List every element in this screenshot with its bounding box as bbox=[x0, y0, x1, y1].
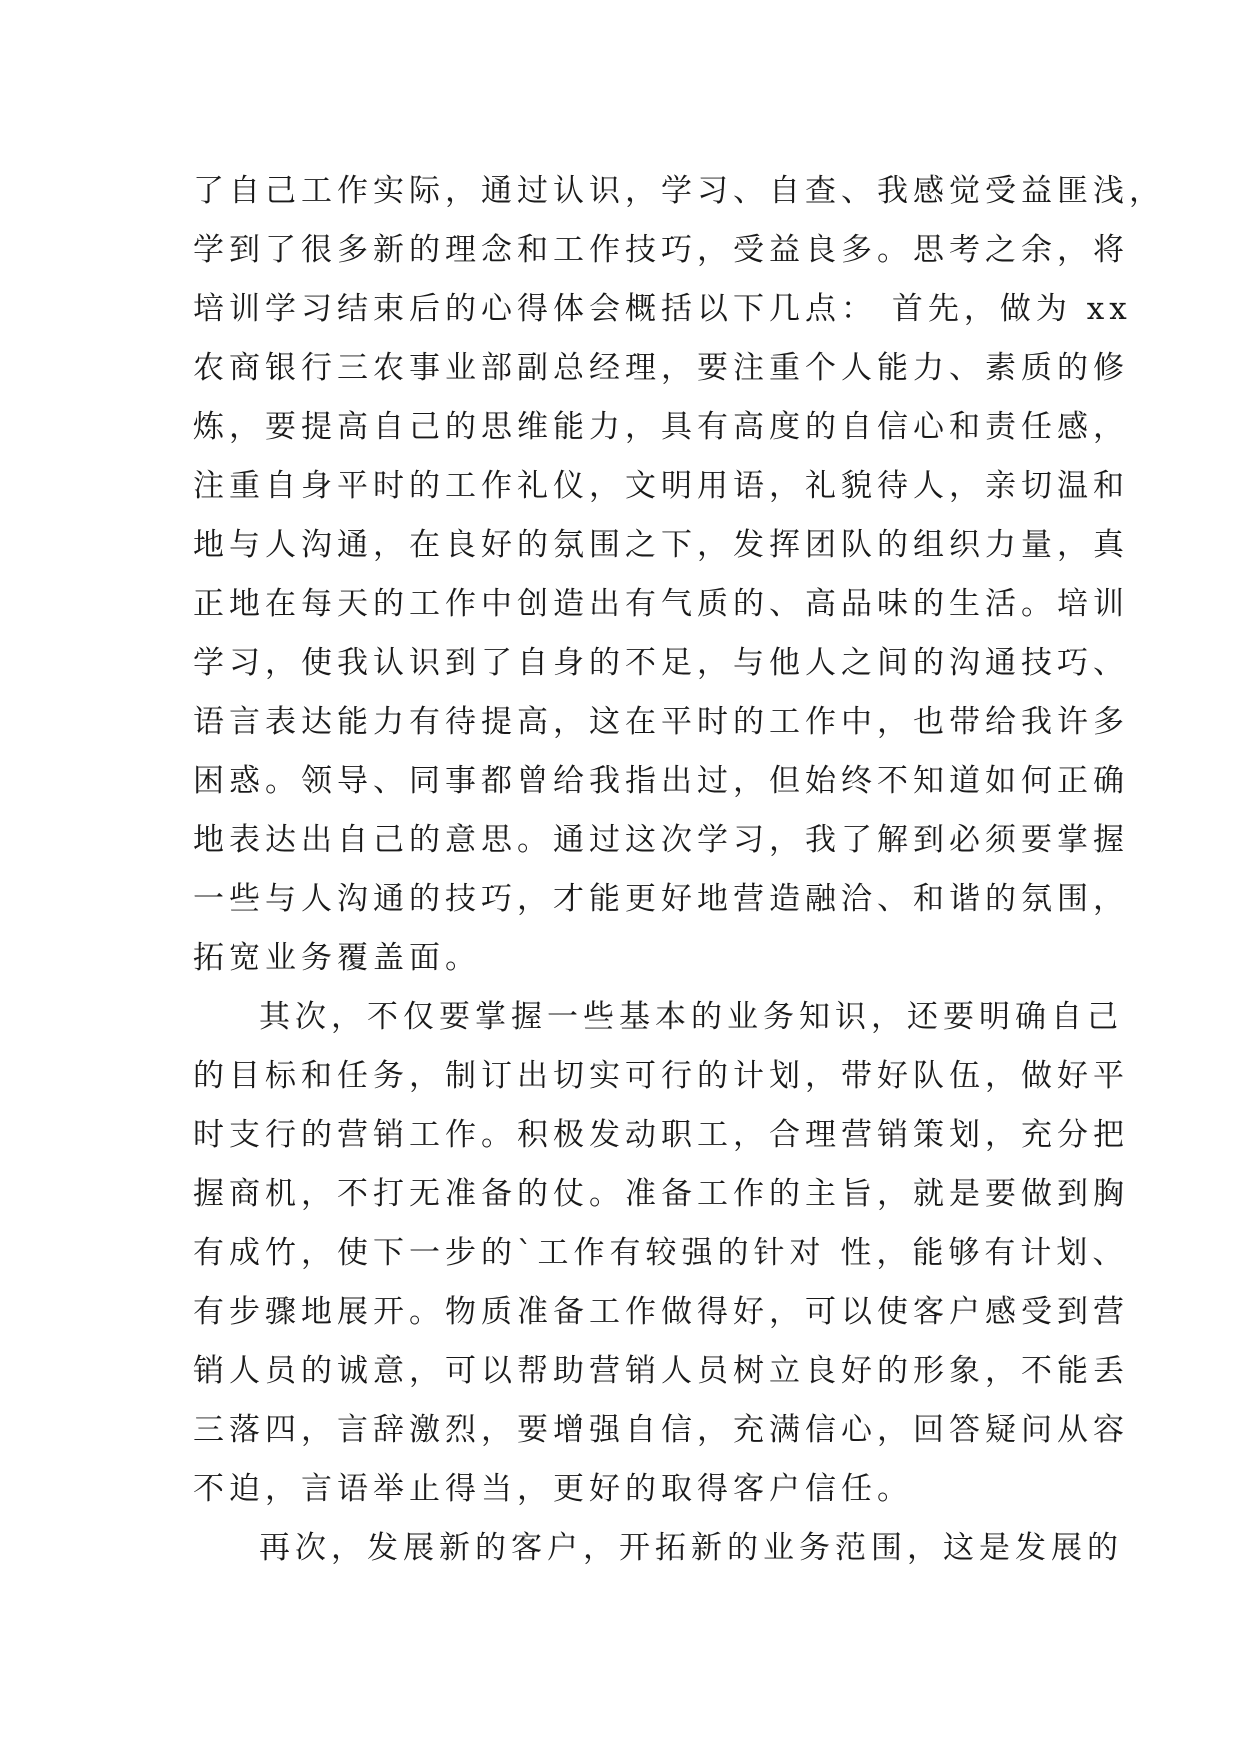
text-line: 学习，使我认识到了自身的不足，与他人之间的沟通技巧、 bbox=[193, 645, 1129, 681]
text-line: 的目标和任务，制订出切实可行的计划，带好队伍，做好平 bbox=[193, 1058, 1129, 1094]
text-line: 注重自身平时的工作礼仪，文明用语，礼貌待人，亲切温和 bbox=[193, 468, 1129, 504]
text-line: 地与人沟通，在良好的氛围之下，发挥团队的组织力量，真 bbox=[193, 527, 1129, 563]
text-line: 了自己工作实际，通过认识，学习、自查、我感觉受益匪浅， bbox=[193, 173, 1165, 209]
text-line: 握商机，不打无准备的仗。准备工作的主旨，就是要做到胸 bbox=[193, 1176, 1129, 1212]
text-line: 语言表达能力有待提高，这在平时的工作中，也带给我许多 bbox=[193, 704, 1129, 740]
text-line: 三落四，言辞激烈，要增强自信，充满信心，回答疑问从容 bbox=[193, 1412, 1129, 1448]
text-line: 困惑。领导、同事都曾给我指出过，但始终不知道如何正确 bbox=[193, 763, 1129, 799]
text-line: 拓宽业务覆盖面。 bbox=[193, 940, 481, 976]
text-line: 地表达出自己的意思。通过这次学习，我了解到必须要掌握 bbox=[193, 822, 1129, 858]
paragraph-first-line: 再次，发展新的客户，开拓新的业务范围，这是发展的 bbox=[259, 1530, 1123, 1566]
text-line: 时支行的营销工作。积极发动职工，合理营销策划，充分把 bbox=[193, 1117, 1129, 1153]
text-line: 炼，要提高自己的思维能力，具有高度的自信心和责任感， bbox=[193, 409, 1129, 445]
text-line: 正地在每天的工作中创造出有气质的、高品味的生活。培训 bbox=[193, 586, 1129, 622]
text-line: 一些与人沟通的技巧，才能更好地营造融洽、和谐的氛围， bbox=[193, 881, 1129, 917]
text-line: 有成竹，使下一步的`工作有较强的针对 性，能够有计划、 bbox=[193, 1235, 1129, 1271]
document-body bbox=[193, 162, 1165, 1578]
text-line: 培训学习结束后的心得体会概括以下几点： 首先，做为 xx bbox=[193, 291, 1132, 327]
text-line: 销人员的诚意，可以帮助营销人员树立良好的形象，不能丢 bbox=[193, 1353, 1129, 1389]
text-line: 农商银行三农事业部副总经理，要注重个人能力、素质的修 bbox=[193, 350, 1129, 386]
text-line: 学到了很多新的理念和工作技巧，受益良多。思考之余，将 bbox=[193, 232, 1129, 268]
text-line: 不迫，言语举止得当，更好的取得客户信任。 bbox=[193, 1471, 913, 1507]
text-line: 有步骤地展开。物质准备工作做得好，可以使客户感受到营 bbox=[193, 1294, 1129, 1330]
paragraph-first-line: 其次，不仅要掌握一些基本的业务知识，还要明确自己 bbox=[259, 999, 1123, 1035]
